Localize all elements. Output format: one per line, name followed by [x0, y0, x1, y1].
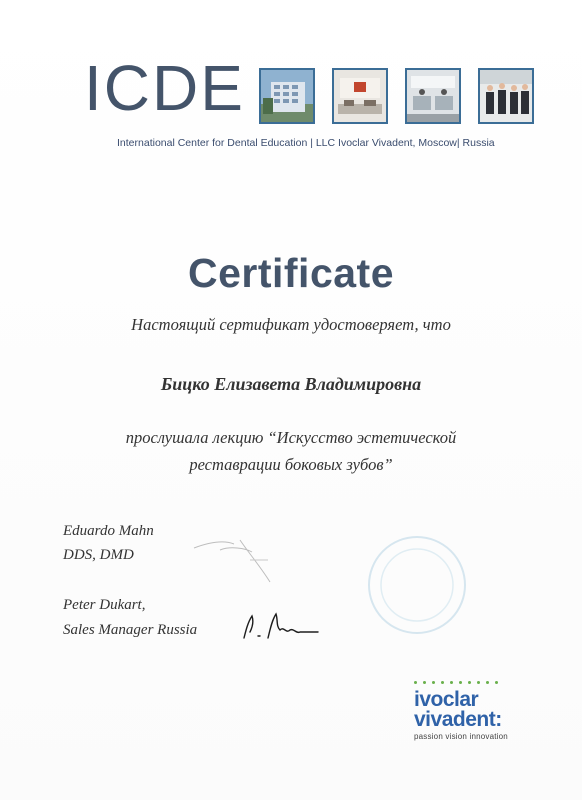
header-photo-strip [259, 68, 534, 124]
signature-1 [190, 530, 280, 590]
intro-text: Настоящий сертификат удостоверяет, что [131, 315, 451, 334]
signatory-1-name: Eduardo Mahn [63, 523, 154, 539]
ivoclar-vivadent-logo [414, 690, 508, 741]
signatory-2-name: Peter Dukart, [63, 597, 146, 613]
recipient-name: Бицко Елизавета Владимировна [160, 374, 422, 394]
course-line-2: реставрации боковых зубов” [189, 455, 393, 474]
certificate-title: Certificate [187, 250, 394, 296]
faded-stamp [362, 530, 472, 640]
lobby-photo [332, 68, 388, 124]
brand-line-2: vivadent: [414, 708, 502, 731]
course-line-1: прослушала лекцию “Искусство эстетической [125, 428, 457, 447]
logo-dots [414, 681, 498, 684]
signature-2 [238, 610, 328, 644]
people-photo [478, 68, 534, 124]
header-subtitle: International Center for Dental Education | LLC Ivoclar Vivadent, Moscow| Russia [117, 137, 495, 149]
building-photo [259, 68, 315, 124]
clinic-photo [405, 68, 461, 124]
brand-tagline: passion vision innovation [414, 732, 508, 741]
icde-logo: ICDE [84, 52, 245, 124]
brand-line-1: ivoclar [414, 688, 479, 711]
signatory-1-title: DDS, DMD [63, 547, 134, 563]
signatory-2-title: Sales Manager Russia [63, 622, 198, 638]
